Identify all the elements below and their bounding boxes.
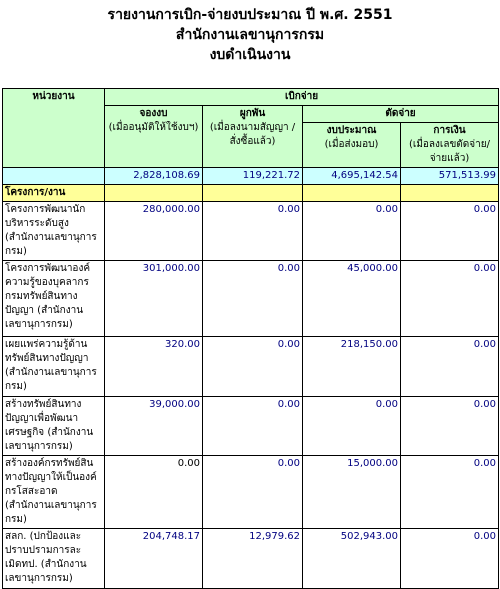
total-obligation: 119,221.72	[203, 168, 303, 185]
row-obligation: 0.00	[203, 261, 303, 337]
row-commitment: 280,000.00	[105, 202, 203, 261]
row-cash: 0.00	[401, 261, 499, 337]
budget-report-table	[2, 88, 499, 589]
row-obligation: 0.00	[203, 456, 303, 529]
row-obligation: 0.00	[203, 202, 303, 261]
row-obligation: 0.00	[203, 337, 303, 397]
row-budget: 0.00	[303, 397, 401, 456]
section-row	[3, 185, 499, 202]
header-unit: หน่วยงาน	[3, 89, 105, 168]
total-cash: 571,513.99	[401, 168, 499, 185]
row-cash: 0.00	[401, 337, 499, 397]
header-commitment-note: (เมื่ออนุมัติให้ใช้งบฯ)	[108, 122, 199, 133]
total-budget: 4,695,142.54	[303, 168, 401, 185]
row-cash: 0.00	[401, 202, 499, 261]
row-unit-name: สร้างทรัพย์สินทางปัญญาเพื่อพัฒนาเศรษฐกิจ (สำนักงานเลขานุการกรม)	[3, 397, 105, 456]
table-row	[3, 456, 499, 529]
header-obligation	[203, 106, 303, 168]
row-budget: 45,000.00	[303, 261, 401, 337]
row-unit-name: เผยแพร่ความรู้ด้านทรัพย์สินทางปัญญา (สำนักงานเลขานุการกรม)	[3, 337, 105, 397]
header-commitment-label: จองงบ	[139, 108, 168, 119]
header-disbursement: เบิกจ่าย	[105, 89, 499, 106]
header-budget	[303, 123, 401, 168]
table-row	[3, 261, 499, 337]
header-budget-label: งบประมาณ	[326, 125, 377, 136]
row-cash: 0.00	[401, 456, 499, 529]
row-budget: 15,000.00	[303, 456, 401, 529]
section-cell-2	[105, 185, 203, 202]
totals-label-cell	[3, 168, 105, 185]
report-title: รายงานการเบิก-จ่ายงบประมาณ ปี พ.ศ. 2551	[107, 7, 393, 23]
row-unit-name: โครงการพัฒนาองค์ความรู้ของบุคลากรกรมทรัพย์สินทางปัญญา (สำนักงานเลขานุการกรม)	[3, 261, 105, 337]
section-cell-5	[401, 185, 499, 202]
report-department: สำนักงานเลขานุการกรม	[175, 27, 325, 43]
table-row	[3, 202, 499, 261]
section-cell-4	[303, 185, 401, 202]
total-commitment: 2,828,108.69	[105, 168, 203, 185]
header-obligation-note: (เมื่อลงนามสัญญา /สั่งซื้อแล้ว)	[209, 122, 296, 147]
row-budget: 502,943.00	[303, 529, 401, 589]
header-cash	[401, 123, 499, 168]
header-expenditure: ตัดจ่าย	[303, 106, 499, 123]
row-commitment: 0.00	[105, 456, 203, 529]
row-commitment: 320.00	[105, 337, 203, 397]
row-obligation: 12,979.62	[203, 529, 303, 589]
header-cash-note: (เมื่อลงเลขตัดจ่าย/จ่ายแล้ว)	[409, 139, 491, 164]
header-commitment	[105, 106, 203, 168]
section-label: โครงการ/งาน	[3, 185, 105, 202]
header-budget-note: (เมื่อส่งมอบ)	[324, 139, 379, 150]
report-budget-type: งบดำเนินงาน	[209, 47, 291, 63]
section-cell-3	[203, 185, 303, 202]
row-unit-name: สร้างองค์กรทรัพย์สินทางปัญญาให้เป็นองค์กรโสสะอาด (สำนักงานเลขานุการกรม)	[3, 456, 105, 529]
row-unit-name: โครงการพัฒนานักบริหารระดับสูง (สำนักงานเลขานุการกรม)	[3, 202, 105, 261]
row-cash: 0.00	[401, 529, 499, 589]
header-obligation-label: ผูกพัน	[239, 108, 266, 119]
row-commitment: 301,000.00	[105, 261, 203, 337]
header-cash-label: การเงิน	[433, 125, 466, 136]
row-budget: 0.00	[303, 202, 401, 261]
table-row	[3, 397, 499, 456]
row-obligation: 0.00	[203, 397, 303, 456]
table-row	[3, 529, 499, 589]
row-commitment: 39,000.00	[105, 397, 203, 456]
row-commitment: 204,748.17	[105, 529, 203, 589]
header-row-1	[3, 89, 499, 106]
row-cash: 0.00	[401, 397, 499, 456]
table-row	[3, 337, 499, 397]
row-budget: 218,150.00	[303, 337, 401, 397]
row-unit-name: สลก. (ปกป้องและปราบปรามการละเมิดทป. (สำนักงานเลขานุการกรม)	[3, 529, 105, 589]
totals-row	[3, 168, 499, 185]
